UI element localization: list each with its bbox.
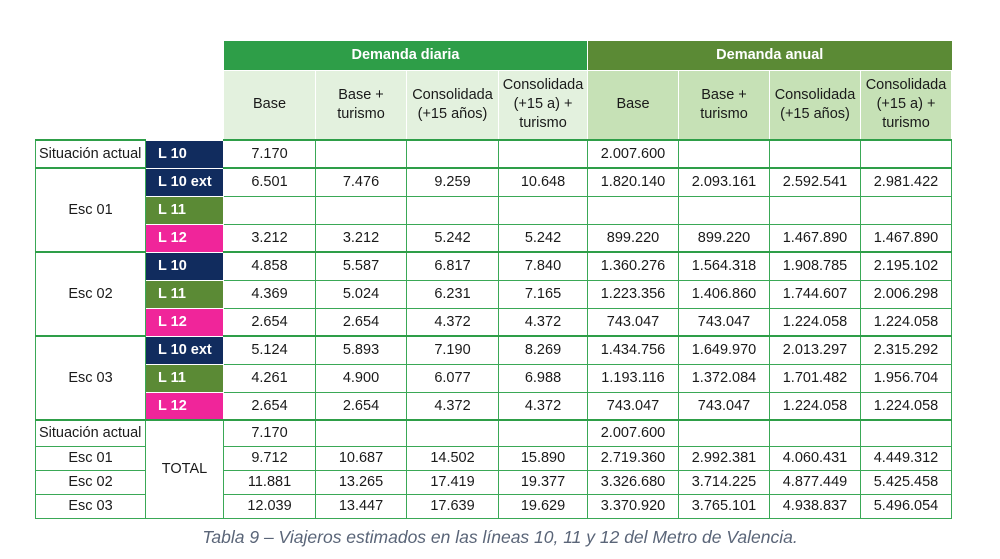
total-row (36, 420, 952, 446)
value-cell (861, 196, 952, 224)
line-badge: L 10 (146, 252, 224, 280)
value-cell: 6.231 (407, 280, 499, 308)
column-header (861, 70, 952, 140)
total-scenario-label: Esc 01 (36, 446, 146, 470)
total-value-cell: 2.992.381 (679, 446, 770, 470)
value-cell: 1.193.116 (588, 364, 679, 392)
value-cell: 5.242 (499, 224, 588, 252)
column-header (499, 70, 588, 140)
table-body (36, 140, 952, 518)
value-cell: 899.220 (679, 224, 770, 252)
value-cell: 2.654 (316, 308, 407, 336)
value-cell: 7.840 (499, 252, 588, 280)
column-header-text: turismo (882, 115, 930, 132)
line-badge: L 12 (146, 392, 224, 420)
total-scenario-label: Esc 02 (36, 470, 146, 494)
table-row (36, 308, 952, 336)
value-cell (679, 196, 770, 224)
line-badge: L 12 (146, 308, 224, 336)
total-value-cell: 19.629 (499, 494, 588, 518)
data-table-container (35, 41, 952, 519)
total-label: TOTAL (146, 420, 224, 518)
value-cell: 3.212 (316, 224, 407, 252)
total-value-cell (316, 420, 407, 446)
total-value-cell: 14.502 (407, 446, 499, 470)
value-cell: 2.315.292 (861, 336, 952, 364)
value-cell: 743.047 (588, 392, 679, 420)
table-row (36, 336, 952, 364)
total-value-cell: 2.719.360 (588, 446, 679, 470)
value-cell: 1.372.084 (679, 364, 770, 392)
value-cell (316, 196, 407, 224)
value-cell (407, 140, 499, 168)
table-row (36, 168, 952, 196)
value-cell: 5.587 (316, 252, 407, 280)
value-cell (588, 196, 679, 224)
value-cell: 2.013.297 (770, 336, 861, 364)
value-cell: 6.077 (407, 364, 499, 392)
total-value-cell: 13.447 (316, 494, 407, 518)
total-value-cell: 17.419 (407, 470, 499, 494)
value-cell: 1.434.756 (588, 336, 679, 364)
value-cell: 4.372 (499, 392, 588, 420)
scenario-label: Situación actual (36, 140, 146, 168)
line-badge: L 10 ext (146, 168, 224, 196)
value-cell: 1.649.970 (679, 336, 770, 364)
column-header-row (36, 70, 952, 140)
value-cell: 5.024 (316, 280, 407, 308)
total-scenario-label: Situación actual (36, 420, 146, 446)
group-header-row (36, 41, 952, 70)
value-cell: 2.981.422 (861, 168, 952, 196)
total-value-cell: 4.060.431 (770, 446, 861, 470)
column-header-text: Base (252, 96, 287, 113)
table-row (36, 196, 952, 224)
line-badge: L 11 (146, 364, 224, 392)
value-cell: 1.701.482 (770, 364, 861, 392)
total-value-cell: 2.007.600 (588, 420, 679, 446)
table-row (36, 252, 952, 280)
header-blank (36, 70, 224, 140)
value-cell: 899.220 (588, 224, 679, 252)
value-cell: 4.261 (224, 364, 316, 392)
value-cell: 7.476 (316, 168, 407, 196)
value-cell: 4.372 (407, 308, 499, 336)
value-cell: 1.908.785 (770, 252, 861, 280)
value-cell: 8.269 (499, 336, 588, 364)
table-row (36, 280, 952, 308)
total-scenario-label: Esc 03 (36, 494, 146, 518)
value-cell: 743.047 (588, 308, 679, 336)
total-value-cell: 13.265 (316, 470, 407, 494)
value-cell: 5.124 (224, 336, 316, 364)
value-cell (770, 196, 861, 224)
column-header (770, 70, 861, 140)
value-cell: 5.893 (316, 336, 407, 364)
table-row (36, 224, 952, 252)
group-header-daily: Demanda diaria (224, 41, 588, 70)
total-value-cell: 3.326.680 (588, 470, 679, 494)
column-header-text: turismo (519, 115, 567, 132)
value-cell: 1.564.318 (679, 252, 770, 280)
line-badge: L 12 (146, 224, 224, 252)
ridership-table (35, 41, 952, 519)
column-header (679, 70, 770, 140)
total-value-cell (679, 420, 770, 446)
total-value-cell: 15.890 (499, 446, 588, 470)
total-value-cell: 17.639 (407, 494, 499, 518)
line-badge: L 11 (146, 196, 224, 224)
table-row (36, 392, 952, 420)
table-caption: Tabla 9 – Viajeros estimados en las líneas 10, 11 y 12 del Metro de Valencia. (202, 527, 798, 547)
value-cell: 2.654 (224, 308, 316, 336)
value-cell: 9.259 (407, 168, 499, 196)
value-cell (224, 196, 316, 224)
value-cell: 7.165 (499, 280, 588, 308)
value-cell: 2.195.102 (861, 252, 952, 280)
value-cell: 4.900 (316, 364, 407, 392)
total-value-cell (499, 420, 588, 446)
line-badge: L 11 (146, 280, 224, 308)
value-cell: 1.956.704 (861, 364, 952, 392)
value-cell: 10.648 (499, 168, 588, 196)
value-cell (770, 140, 861, 168)
value-cell: 7.190 (407, 336, 499, 364)
total-value-cell: 4.938.837 (770, 494, 861, 518)
total-value-cell (407, 420, 499, 446)
group-header-annual: Demanda anual (588, 41, 952, 70)
value-cell: 2.007.600 (588, 140, 679, 168)
column-header-text: Consolidada (774, 86, 856, 103)
value-cell: 1.224.058 (861, 308, 952, 336)
value-cell: 2.093.161 (679, 168, 770, 196)
value-cell (316, 140, 407, 168)
value-cell: 1.224.058 (770, 308, 861, 336)
total-value-cell: 9.712 (224, 446, 316, 470)
value-cell: 1.224.058 (861, 392, 952, 420)
column-header-text: (+15 a) + (513, 96, 573, 113)
scenario-label: Esc 02 (36, 252, 146, 336)
value-cell: 2.654 (224, 392, 316, 420)
value-cell: 6.988 (499, 364, 588, 392)
column-header-text: Base (616, 96, 650, 113)
value-cell: 4.858 (224, 252, 316, 280)
value-cell: 7.170 (224, 140, 316, 168)
value-cell: 743.047 (679, 392, 770, 420)
value-cell: 4.372 (407, 392, 499, 420)
total-value-cell: 11.881 (224, 470, 316, 494)
value-cell (499, 196, 588, 224)
line-badge: L 10 ext (146, 336, 224, 364)
column-header-text: (+15 a) + (876, 96, 936, 113)
scenario-label: Esc 01 (36, 168, 146, 252)
value-cell (861, 140, 952, 168)
column-header-text: turismo (337, 105, 385, 122)
value-cell: 1.223.356 (588, 280, 679, 308)
total-value-cell: 19.377 (499, 470, 588, 494)
total-value-cell: 7.170 (224, 420, 316, 446)
value-cell (407, 196, 499, 224)
column-header-text: (+15 años) (417, 105, 488, 122)
column-header-text: Consolidada (865, 77, 947, 94)
value-cell (499, 140, 588, 168)
column-header-text: Consolidada (412, 86, 493, 103)
value-cell: 6.501 (224, 168, 316, 196)
value-cell: 1.744.607 (770, 280, 861, 308)
header-blank (36, 41, 224, 70)
value-cell: 1.467.890 (770, 224, 861, 252)
column-header (316, 70, 407, 140)
column-header-text: Base + (338, 86, 384, 103)
line-badge: L 10 (146, 140, 224, 168)
column-header-text: Consolidada (502, 77, 584, 94)
value-cell (679, 140, 770, 168)
total-value-cell (770, 420, 861, 446)
total-value-cell: 4.449.312 (861, 446, 952, 470)
column-header (224, 70, 316, 140)
total-value-cell: 4.877.449 (770, 470, 861, 494)
total-value-cell: 5.496.054 (861, 494, 952, 518)
total-value-cell: 3.714.225 (679, 470, 770, 494)
total-value-cell: 5.425.458 (861, 470, 952, 494)
value-cell: 1.360.276 (588, 252, 679, 280)
value-cell: 1.820.140 (588, 168, 679, 196)
column-header-text: Base + (701, 86, 747, 103)
scenario-label: Esc 03 (36, 336, 146, 420)
value-cell: 4.369 (224, 280, 316, 308)
total-value-cell: 12.039 (224, 494, 316, 518)
value-cell: 2.592.541 (770, 168, 861, 196)
value-cell: 5.242 (407, 224, 499, 252)
value-cell: 2.654 (316, 392, 407, 420)
value-cell: 6.817 (407, 252, 499, 280)
total-value-cell: 3.370.920 (588, 494, 679, 518)
column-header (407, 70, 499, 140)
value-cell: 3.212 (224, 224, 316, 252)
value-cell: 1.224.058 (770, 392, 861, 420)
value-cell: 4.372 (499, 308, 588, 336)
total-value-cell: 10.687 (316, 446, 407, 470)
column-header (588, 70, 679, 140)
value-cell: 2.006.298 (861, 280, 952, 308)
table-row (36, 140, 952, 168)
total-value-cell: 3.765.101 (679, 494, 770, 518)
value-cell: 1.406.860 (679, 280, 770, 308)
column-header-text: (+15 años) (780, 105, 850, 122)
table-row (36, 364, 952, 392)
value-cell: 743.047 (679, 308, 770, 336)
column-header-text: turismo (700, 105, 748, 122)
value-cell: 1.467.890 (861, 224, 952, 252)
total-value-cell (861, 420, 952, 446)
